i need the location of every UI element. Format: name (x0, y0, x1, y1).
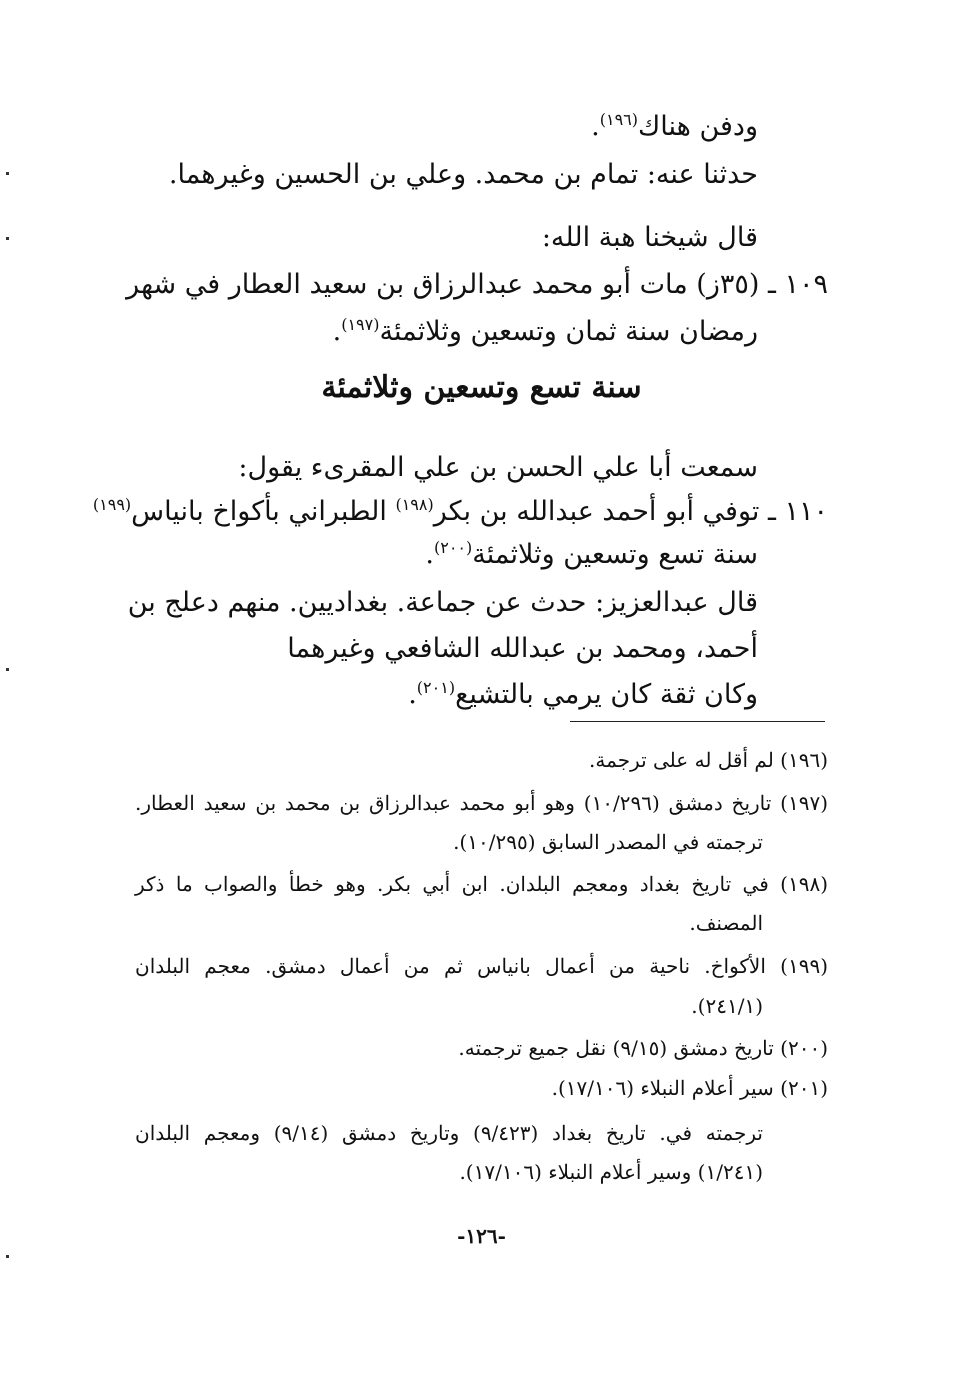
line-punct: . (591, 111, 600, 142)
entry-110-line-1 (92, 492, 828, 532)
line-text: قال شيخنا هبة الله: (541, 222, 758, 253)
line-punct: . (425, 539, 434, 570)
footnote-separator (570, 721, 825, 722)
footnote-201-cont-1: ترجمته في. تاريخ بغداد (٩/٤٢٣) وتاريخ دمشق (٩/١٤) ومعجم البلدان (135, 1121, 764, 1145)
page-number: -١٢٦- (457, 1224, 506, 1248)
footnote-ref: (١٩٧) (341, 315, 380, 334)
margin-mark (6, 172, 9, 175)
footnote-196: (١٩٦) لم أقل له على ترجمة. (589, 748, 828, 772)
line-text: سمعت أبا علي الحسن بن علي المقرىء يقول: (238, 452, 758, 483)
line-text: ١١٠ ـ توفي أبو أحمد عبدالله بن بكر (433, 496, 828, 527)
entry-110-line-2 (425, 535, 758, 575)
footnote-198: (١٩٨) في تاريخ بغداد ومعجم البلدان. ابن أبي بكر. وهو خطأ والصواب ما ذكر (135, 872, 828, 896)
body-line-3 (542, 218, 758, 258)
line-text: حدثنا عنه: تمام بن محمد. وعلي بن الحسين وغيرهما. (168, 159, 758, 190)
line-punct: . (332, 316, 342, 347)
line-text: أحمد، ومحمد بن عبدالله الشافعي وغيرهما (287, 633, 758, 664)
footnote-ref: (١٩٩) (92, 495, 132, 514)
margin-mark (6, 237, 9, 240)
line-text: قال عبدالعزيز: حدث عن جماعة. بغداديين. منهم دعلج بن (127, 587, 758, 618)
entry-110-line-5 (408, 675, 758, 715)
entry-110-line-4 (287, 629, 758, 669)
footnote-200: (٢٠٠) تاريخ دمشق (٩/١٥) نقل جميع ترجمته. (458, 1036, 828, 1060)
footnote-ref: (٢٠١) (416, 678, 456, 697)
line-punct: . (408, 679, 417, 710)
line-text: وكان ثقة كان يرمي بالتشيع (455, 679, 758, 710)
body-line-1 (591, 107, 758, 147)
section-heading: سنة تسع وتسعين وثلاثمئة (321, 370, 642, 405)
body-line-2 (169, 155, 758, 195)
margin-mark (6, 668, 9, 671)
footnote-197: (١٩٧) تاريخ دمشق (١٠/٢٩٦) وهو أبو محمد عبدالرزاق بن محمد بن سعيد العطار. (135, 791, 828, 815)
footnote-ref: (١٩٦) (599, 110, 639, 129)
entry-109-line-1 (126, 265, 828, 305)
footnote-201: (٢٠١) سير أعلام النبلاء (١٧/١٠٦). (551, 1076, 828, 1100)
footnote-197-cont: ترجمته في المصدر السابق (١٠/٢٩٥). (453, 830, 763, 854)
line-text: رمضان سنة ثمان وتسعين وثلاثمئة (379, 316, 758, 347)
footnote-ref: (٢٠٠) (433, 538, 473, 557)
footnote-198-cont: المصنف. (689, 911, 763, 935)
entry-110-line-3 (127, 583, 758, 623)
line-text: الطبراني بأكواخ بانياس (131, 496, 396, 527)
body-line-4 (238, 448, 758, 488)
line-text: ١٠٩ ـ (٣٥ز) مات أبو محمد عبدالرزاق بن سعيد العطار في شهر (126, 269, 828, 300)
line-text: ودفن هناك (638, 111, 758, 142)
footnote-199-cont: (٢٤١/١). (691, 994, 763, 1018)
footnote-199: (١٩٩) الأكواخ. ناحية من أعمال بانياس ثم من أعمال دمشق. معجم البلدان (135, 954, 828, 978)
margin-mark (6, 1255, 9, 1258)
line-text: سنة تسع وتسعين وثلاثمئة (472, 539, 758, 570)
footnote-ref: (١٩٨) (395, 495, 434, 514)
entry-109-line-2 (333, 312, 758, 352)
footnote-201-cont-2: (١/٢٤١) وسير أعلام النبلاء (١٧/١٠٦). (459, 1160, 763, 1184)
